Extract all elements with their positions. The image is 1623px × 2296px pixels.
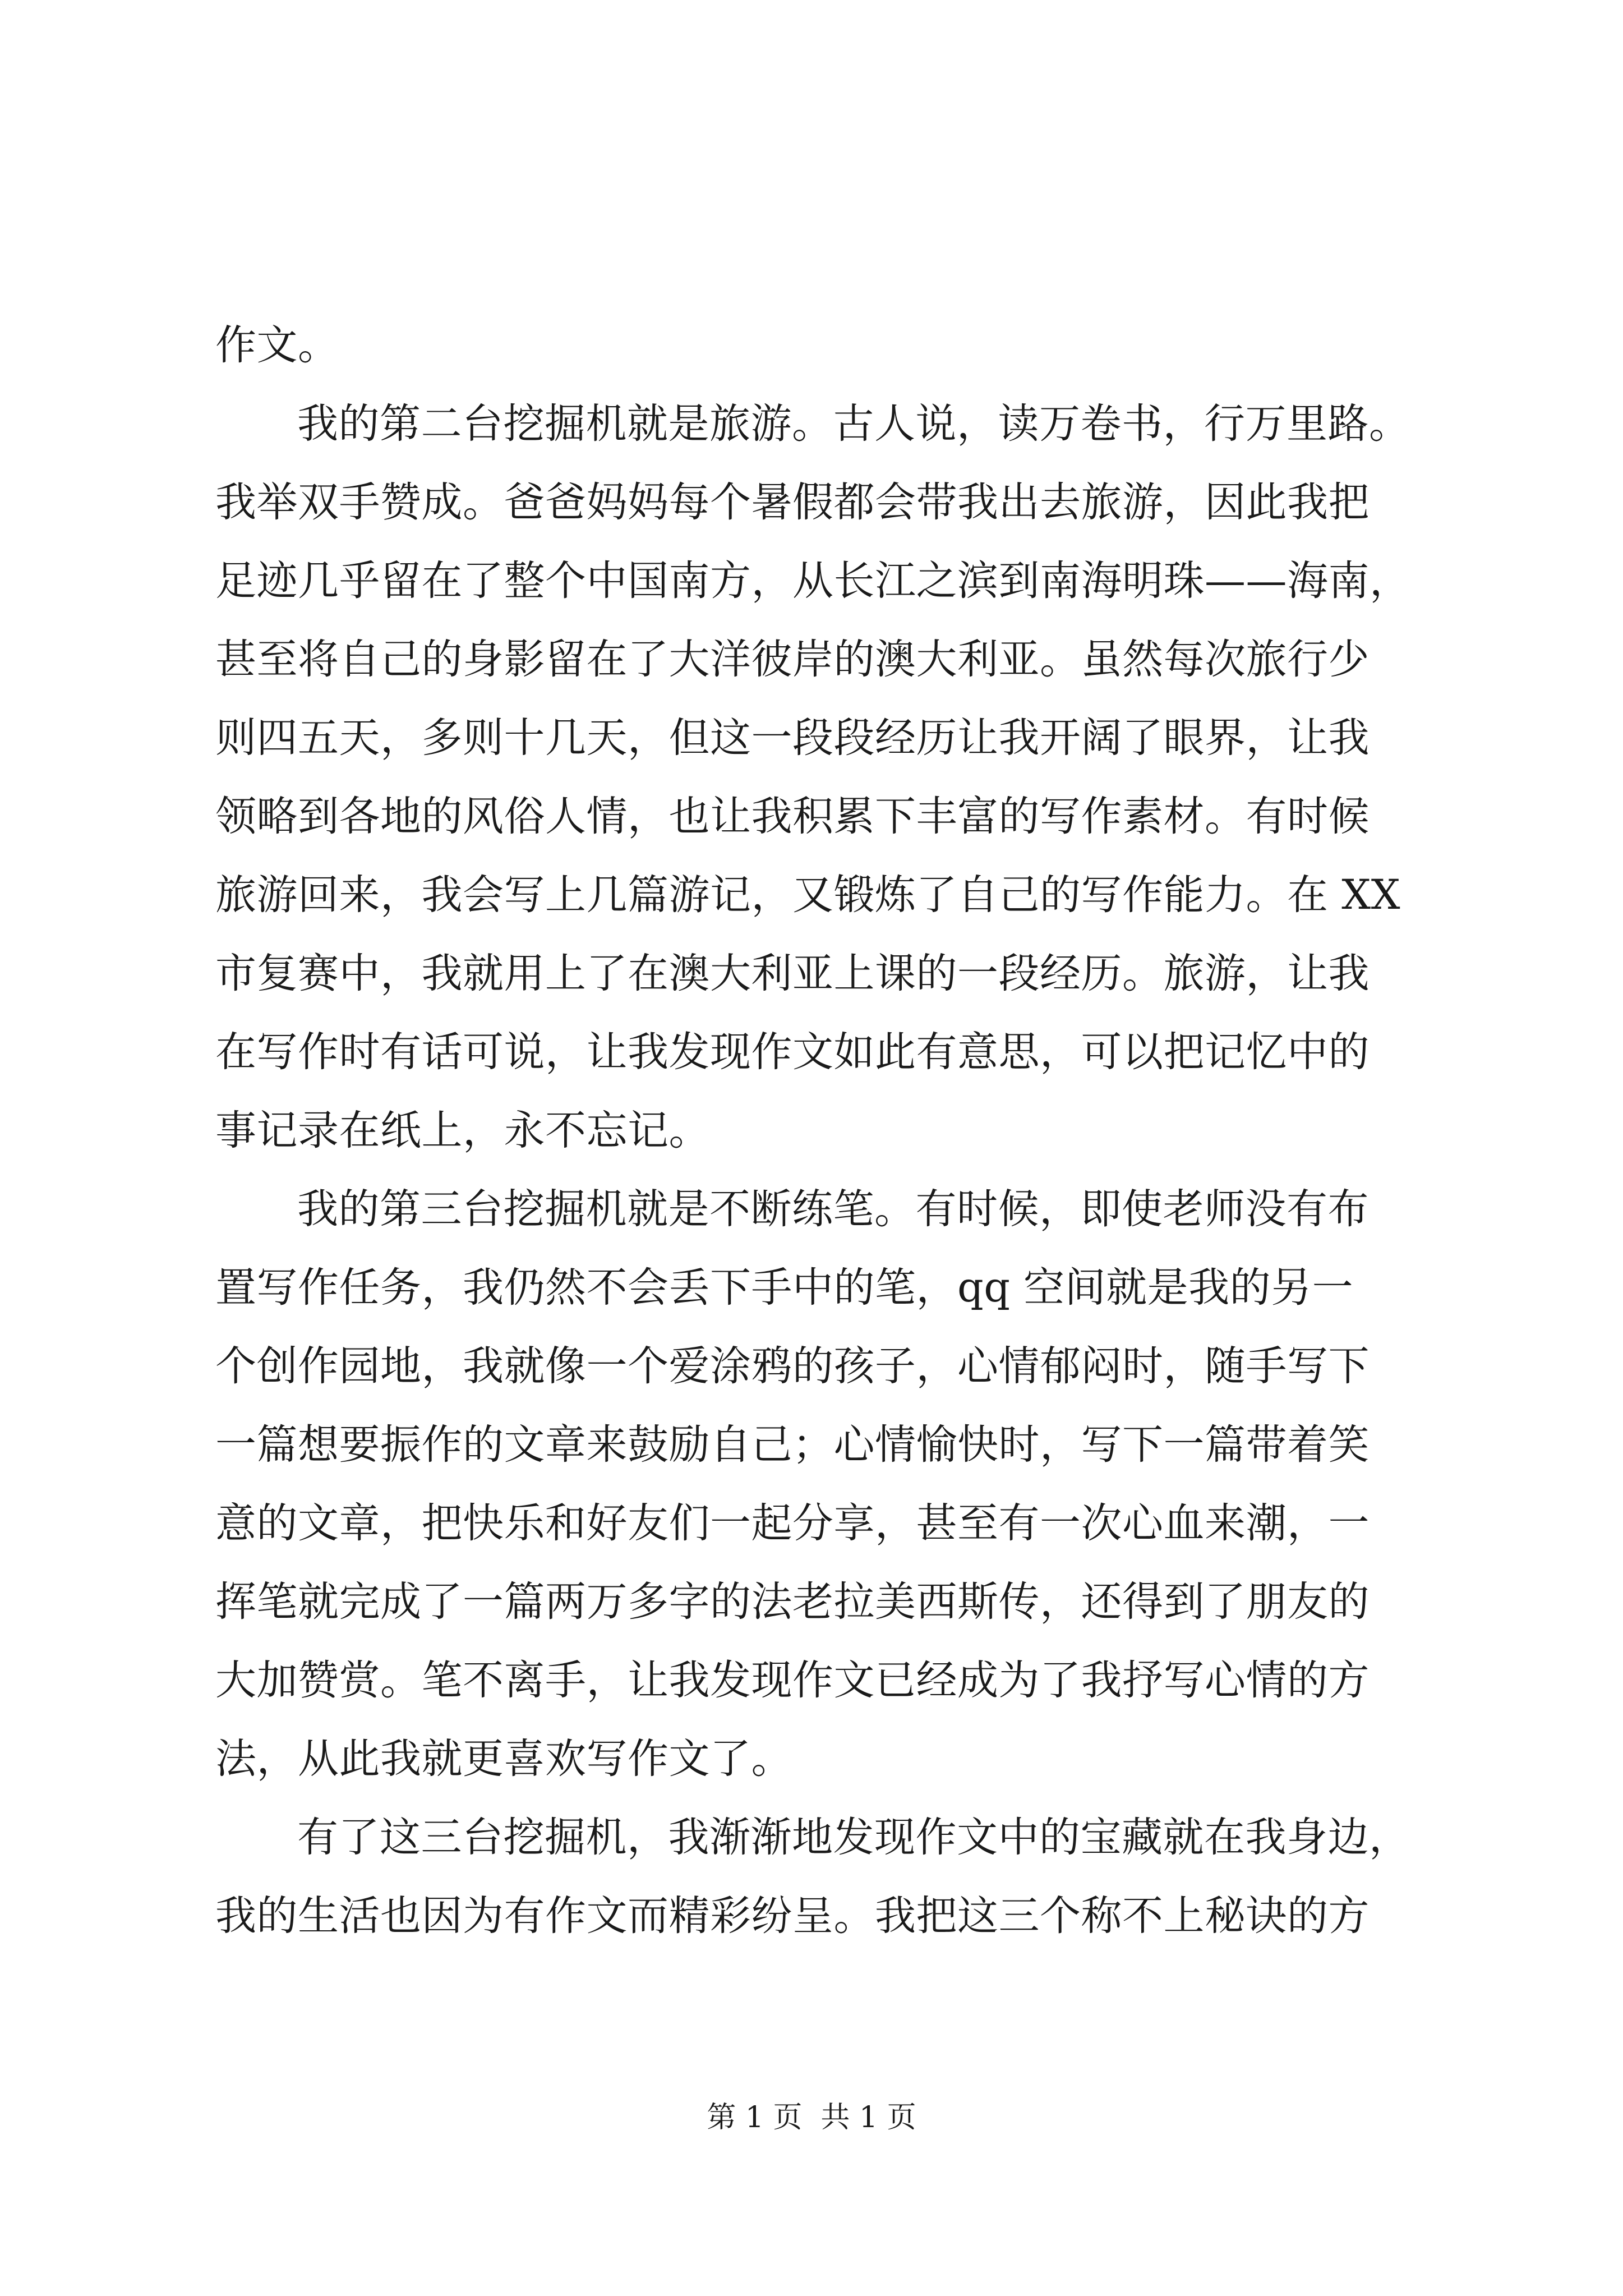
text-line: 事记录在纸上，永不忘记。 (215, 1107, 710, 1154)
document-body (215, 306, 1421, 1955)
text-line: 我举双手赞成。爸爸妈妈每个暑假都会带我出去旅游，因此我把 (215, 478, 1370, 526)
text-line: 甚至将自己的身影留在了大洋彼岸的澳大利亚。虽然每次旅行少 (215, 636, 1370, 683)
text-line: 置写作任务，我仍然不会丢下手中的笔，qq 空间就是我的另一 (215, 1264, 1354, 1312)
text-line: 个创作园地，我就像一个爱涂鸦的孩子，心情郁闷时，随手写下 (215, 1342, 1370, 1390)
page-footer (0, 2098, 1623, 2137)
text-line: 我的第三台挖掘机就是不断练笔。有时候，即使老师没有布 (297, 1185, 1369, 1233)
text-line: 市复赛中，我就用上了在澳大利亚上课的一段经历。旅游，让我 (215, 950, 1370, 997)
text-line: 意的文章，把快乐和好友们一起分享，甚至有一次心血来潮，一 (215, 1499, 1370, 1547)
text-line: 我的第二台挖掘机就是旅游。古人说，读万卷书，行万里路。 (297, 400, 1410, 448)
text-line: 法，从此我就更喜欢写作文了。 (215, 1735, 792, 1783)
text-line: 我的生活也因为有作文而精彩纷呈。我把这三个称不上秘诀的方 (215, 1892, 1370, 1940)
text-line: 有了这三台挖掘机，我渐渐地发现作文中的宝藏就在我身边， (297, 1814, 1410, 1861)
text-line: 则四五天，多则十几天，但这一段段经历让我开阔了眼界，让我 (215, 714, 1370, 762)
text-line: 足迹几乎留在了整个中国南方，从长江之滨到南海明珠——海南， (215, 557, 1411, 605)
text-line: 旅游回来，我会写上几篇游记，又锻炼了自己的写作能力。在 XX (215, 871, 1401, 919)
text-line: 在写作时有话可说，让我发现作文如此有意思，可以把记忆中的 (215, 1028, 1370, 1076)
text-line: 作文。 (215, 321, 339, 369)
page-number-label: 第 1 页 共 1 页 (707, 2101, 916, 2134)
text-line: 挥笔就完成了一篇两万多字的法老拉美西斯传，还得到了朋友的 (215, 1578, 1370, 1626)
text-line: 领略到各地的风俗人情，也让我积累下丰富的写作素材。有时候 (215, 793, 1370, 840)
text-line: 一篇想要振作的文章来鼓励自己；心情愉快时，写下一篇带着笑 (215, 1421, 1370, 1469)
text-line: 大加赞赏。笔不离手，让我发现作文已经成为了我抒写心情的方 (215, 1657, 1370, 1704)
